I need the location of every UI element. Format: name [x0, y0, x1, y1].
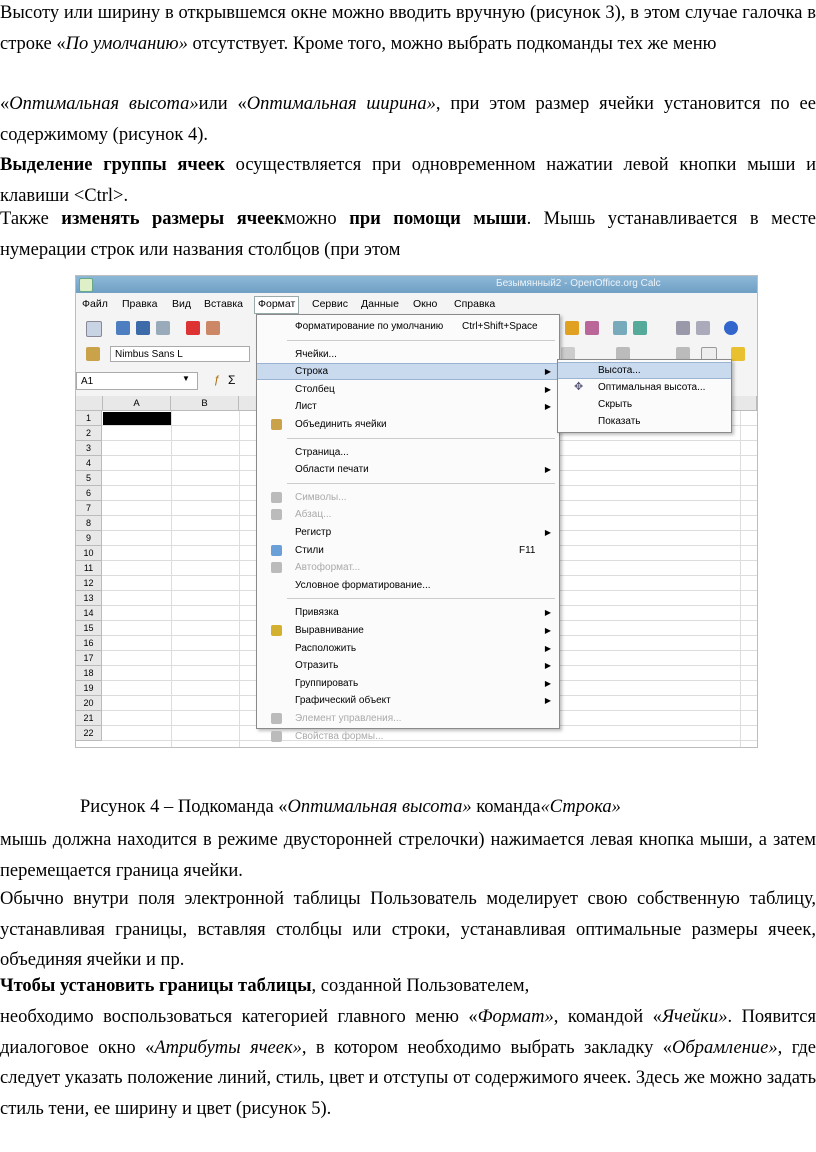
menu-item-label: Страница... [295, 446, 349, 458]
row-header[interactable]: 1 [76, 411, 102, 426]
row-header[interactable]: 17 [76, 651, 102, 666]
menu-item-label: Графический объект [295, 695, 391, 707]
row-header[interactable]: 19 [76, 681, 102, 696]
format-menu-item[interactable] [257, 416, 559, 433]
menu-tools[interactable]: Сервис [312, 298, 348, 310]
submenu-item-height[interactable]: Высота... [558, 362, 731, 379]
row-header[interactable]: 18 [76, 666, 102, 681]
calc-screenshot [75, 275, 758, 748]
menu-separator [287, 483, 555, 484]
submenu-arrow-icon: ▶ [544, 402, 551, 412]
menu-item-label: Выравнивание [295, 625, 364, 636]
menu-item-label: Ячейки... [295, 348, 337, 360]
format-menu-item[interactable] [257, 675, 559, 692]
align-icon [271, 625, 282, 636]
menu-item-label: Абзац... [295, 509, 332, 521]
menubar [76, 295, 757, 314]
optimal-height-icon: ✥ [574, 381, 584, 393]
paragraph-6: Обычно внутри поля электронной таблицы Пользователь моделирует свою собственную таблицу, устанавливая границы, вставляя столбцы или строки, устанавливая оптимальные размеры ячеек, объединяя ячейки и пр. [0, 889, 816, 970]
menu-item-label: Элемент управления... [295, 713, 402, 724]
row-header[interactable]: 5 [76, 471, 102, 486]
grid-vline [740, 411, 741, 747]
menu-file[interactable]: Файл [82, 298, 108, 310]
menu-item-label: Отразить [295, 660, 339, 672]
row-header[interactable]: 7 [76, 501, 102, 516]
submenu-arrow-icon: ▶ [544, 528, 551, 537]
figure-caption: Рисунок 4 – Подкоманда «Оптимальная высота» команда«Строка» [80, 797, 621, 817]
row-header[interactable]: 20 [76, 696, 102, 711]
navigator-icon[interactable] [633, 321, 647, 335]
format-menu-item[interactable] [257, 363, 559, 380]
format-menu-item[interactable] [257, 657, 559, 674]
menu-data[interactable]: Данные [361, 298, 399, 310]
format-menu-item[interactable] [257, 346, 559, 363]
submenu-arrow-icon: ▶ [544, 678, 551, 688]
row-header[interactable]: 16 [76, 636, 102, 651]
menu-separator [287, 340, 555, 341]
submenu-arrow-icon: ▶ [544, 608, 551, 618]
row-header[interactable]: 14 [76, 606, 102, 621]
paragraph-3: Выделение группы ячеек осуществляется при одновременном нажатии левой кнопки мыши и клавиши <Ctrl>. [0, 155, 816, 206]
menu-item-label: Стили [295, 544, 324, 556]
menu-item-shortcut: F11 [519, 544, 536, 556]
font-name-box[interactable]: Nimbus Sans L [110, 346, 250, 362]
row-header[interactable]: 4 [76, 456, 102, 471]
row-header[interactable]: 8 [76, 516, 102, 531]
format-menu-item[interactable] [257, 318, 559, 335]
format-menu-item[interactable] [257, 398, 559, 415]
paragraph-8: необходимо воспользоваться категорией главного меню «Формат», командой «Ячейки». Появится диалоговое окно «Атрибуты ячеек», в котором необходимо выбрать закладку «Обрамление», где следует указать положение линий, стиль, цвет и отступы от содержимого ячеек. Здесь же можно задать стиль тени, ее ширину и цвет (рисунок 5). [0, 1007, 816, 1119]
format-dropdown-menu [256, 314, 560, 742]
menu-item-label: Столбец [295, 383, 335, 395]
format-menu-item[interactable] [257, 559, 559, 576]
row-header[interactable]: 11 [76, 561, 102, 576]
format-menu-item[interactable] [257, 461, 559, 478]
corner-header[interactable] [76, 396, 103, 411]
row-header[interactable]: 13 [76, 591, 102, 606]
row-header[interactable]: 12 [76, 576, 102, 591]
function-wizard-icon[interactable]: ƒ [214, 374, 221, 386]
format-menu-item[interactable] [257, 728, 559, 745]
sum-icon[interactable]: Σ [228, 373, 236, 387]
menu-item-label: Объединить ячейки [295, 419, 387, 430]
format-menu-item[interactable] [257, 381, 559, 398]
submenu-arrow-icon: ▶ [544, 465, 551, 475]
menu-item-label: Привязка [295, 607, 339, 619]
menu-item-label: Области печати [295, 464, 369, 476]
new-doc-icon[interactable] [86, 321, 102, 337]
help-icon[interactable] [724, 321, 738, 335]
menu-item-label: Свойства формы... [295, 730, 384, 742]
column-header-b[interactable]: B [171, 396, 239, 411]
submenu-arrow-icon: ▶ [544, 367, 551, 377]
submenu-item-hide[interactable]: Скрыть [598, 399, 633, 410]
grid-vline [171, 411, 172, 747]
window-titlebar [76, 276, 757, 293]
row-header[interactable]: 21 [76, 711, 102, 726]
menu-format[interactable]: Формат [254, 296, 299, 314]
format-menu-item[interactable] [257, 524, 559, 541]
submenu-arrow-icon: ▶ [544, 626, 551, 635]
format-menu-item[interactable] [257, 692, 559, 709]
menu-item-label: Лист [295, 401, 317, 413]
menu-item-label: Символы... [295, 491, 347, 503]
format-menu-item[interactable] [257, 506, 559, 523]
menu-item-label: Автоформат... [295, 562, 361, 574]
paragraph-5: мышь должна находится в режиме двусторонней стрелочки) нажимается левая кнопка мыши, а затем перемещается граница ячейки. [0, 830, 816, 881]
menu-separator [287, 438, 555, 439]
paragraph-4: Также изменять размеры ячеекможно при помощи мыши. Мышь устанавливается в месте нумерации строк или названия столбцов (при этом [0, 209, 816, 260]
zoom-icon[interactable] [696, 321, 710, 335]
paragraph-1: Высоту или ширину в открывшемся окне можно вводить вручную (рисунок 3), в этом случае галочка в строке «По умолчанию» отсутствует. Кроме того, можно выбрать подкоманды тех же меню [0, 3, 816, 54]
paragraph-icon [271, 509, 282, 520]
menu-view[interactable]: Вид [172, 298, 191, 310]
submenu-arrow-icon: ▶ [544, 696, 551, 706]
format-menu-item[interactable] [257, 577, 559, 594]
form-properties-icon [271, 731, 282, 742]
menu-item-label: Строка [295, 366, 329, 378]
edit-icon[interactable] [156, 321, 170, 335]
format-menu-item[interactable] [257, 710, 559, 727]
row-header[interactable]: 10 [76, 546, 102, 561]
open-folder-icon[interactable] [116, 321, 130, 335]
format-menu-item[interactable] [257, 444, 559, 461]
grid-vline [239, 411, 240, 747]
window-title: Безымянный2 - OpenOffice.org Calc [496, 278, 661, 289]
characters-icon [271, 492, 282, 503]
menu-item-label: Форматирование по умолчанию [295, 321, 444, 332]
menu-item-label: Условное форматирование... [295, 579, 431, 591]
menu-insert[interactable]: Вставка [204, 298, 244, 310]
autoformat-icon [271, 562, 282, 573]
row-header[interactable]: 2 [76, 426, 102, 441]
format-menu-item[interactable] [257, 622, 559, 639]
paragraph-2: «Оптимальная высота»или «Оптимальная ширина», при этом размер ячейки установится по ее содержимому (рисунок 4). [0, 94, 816, 145]
styles-icon[interactable] [86, 347, 100, 361]
row-header[interactable]: 3 [76, 441, 102, 456]
styles-icon [271, 545, 282, 556]
print-icon[interactable] [206, 321, 220, 335]
menu-item-label: Расположить [295, 642, 357, 654]
filter-icon[interactable] [585, 321, 599, 335]
submenu-arrow-icon: ▶ [544, 661, 551, 671]
format-menu-item[interactable] [257, 542, 559, 559]
calc-app-icon [79, 278, 93, 292]
row-header[interactable]: 6 [76, 486, 102, 501]
menu-window[interactable]: Окно [413, 298, 438, 310]
gallery-icon[interactable] [676, 321, 690, 335]
format-menu-item[interactable] [257, 640, 559, 657]
name-box[interactable]: A1 [76, 372, 198, 390]
row-submenu [557, 359, 732, 433]
menu-help[interactable]: Справка [454, 298, 496, 310]
paragraph-7: Чтобы установить границы таблицы, созданной Пользователем, [0, 976, 530, 996]
merge-cells-icon [271, 419, 282, 430]
draw-icon[interactable] [613, 321, 627, 335]
menu-item-shortcut: Ctrl+Shift+Space [462, 321, 538, 332]
submenu-item-optimal-height[interactable]: ✥ Оптимальная высота... [558, 379, 731, 396]
submenu-arrow-icon: ▶ [544, 384, 551, 394]
row-header[interactable]: 22 [76, 726, 102, 741]
menu-item-label: Группировать [295, 677, 359, 689]
row-header[interactable]: 15 [76, 621, 102, 636]
pdf-icon[interactable] [186, 321, 200, 335]
menu-separator [287, 598, 555, 599]
submenu-arrow-icon: ▶ [544, 643, 551, 653]
save-icon[interactable] [136, 321, 150, 335]
column-header-a[interactable]: A [103, 396, 171, 411]
name-box-dropdown-icon[interactable]: ▼ [182, 374, 190, 383]
menu-edit[interactable]: Правка [122, 298, 158, 310]
chart-icon[interactable] [565, 321, 579, 335]
format-menu-item[interactable] [257, 489, 559, 506]
control-icon [271, 713, 282, 724]
row-header[interactable]: 9 [76, 531, 102, 546]
format-menu-item[interactable] [257, 604, 559, 621]
selected-cell-a1[interactable] [103, 412, 171, 426]
font-color-icon[interactable] [731, 347, 745, 361]
menu-item-label: Регистр [295, 527, 332, 538]
submenu-item-show[interactable]: Показать [598, 416, 641, 427]
